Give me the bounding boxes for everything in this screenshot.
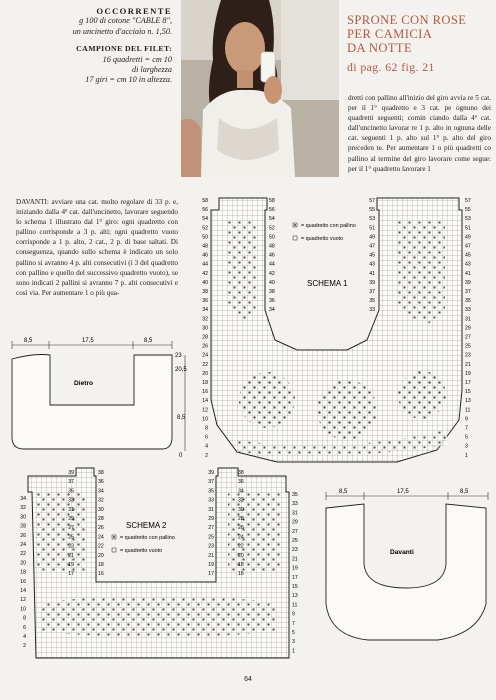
dietro-side-0: 0	[179, 453, 183, 459]
row-number: 27	[208, 525, 214, 532]
schema2-inner-right-b-numbers	[208, 470, 214, 577]
row-number: 13	[465, 398, 471, 405]
materials-line-1: g 100 di cotone "CABLE 8",	[79, 16, 172, 26]
row-number: 28	[20, 523, 26, 530]
row-number: 4	[23, 634, 26, 640]
dietro-diagram	[4, 335, 196, 460]
row-number: 36	[238, 479, 244, 486]
row-number: 12	[202, 407, 208, 414]
row-number: 32	[98, 497, 104, 504]
row-number: 24	[20, 542, 26, 548]
row-number: 30	[20, 514, 26, 521]
row-number: 49	[369, 234, 375, 241]
row-number: 33	[68, 497, 74, 504]
row-number: 21	[292, 556, 298, 563]
row-number: 34	[20, 496, 26, 502]
row-number: 46	[269, 252, 275, 259]
row-number: 18	[98, 562, 104, 568]
row-number: 45	[465, 252, 471, 259]
davanti-dim-right: 8,5	[460, 489, 469, 495]
row-number: 43	[369, 261, 375, 268]
row-number: 57	[369, 198, 375, 204]
row-number: 6	[23, 624, 26, 631]
schema1-inner-right-numbers	[369, 198, 375, 313]
row-number: 7	[292, 620, 295, 627]
instructions-right: dretti con pallino all'inizio del giro avvia re 5 cat. per il 1° quadretto e 3 cat. pe ognuno dei quadretti seguenti; comin ciando dalla 4ª cat. dall'uncinetto lavorar re 1 p. alto in ognuna delle cat. seguenti 1 p. alto sul 1° p. alto del giro preceden te. Per aumentare 1 o più quadretti co pallino al termine del giro lavorare come segue: per il 1° quadretto lavorare 1	[348, 94, 491, 173]
row-number: 44	[269, 261, 275, 268]
row-number: 23	[465, 352, 471, 359]
title-line-1: SPRONE CON ROSE	[347, 13, 467, 27]
row-number: 31	[208, 506, 214, 513]
row-number: 23	[292, 547, 298, 554]
row-number: 36	[269, 298, 275, 305]
row-number: 24	[238, 534, 244, 541]
row-number: 26	[238, 525, 244, 532]
instructions-left: DAVANTI: avviare una cat. molto regolare di 33 p. e, iniziando dalla 4ª cat. dall'uncinetto, lavorare seguendo lo schema 1 illustrato dal 1° giro: ogni quadretto con pallino corrisponde a 3 p. alti; ogni quadretto vuoto corrisponde a 1 p. alto, 2 cat., 2 p. di base saltati. Di conseguenza, quando sullo schema è indicato un solo pallino si avranno 4 p. alti consecutivi (i 3 del quadretto con pallino e quello del successivo quadretto vuoto), se sono indicati 2 pallini si avranno 7 p. alti consecutivi e così via. Per aumentare 1 o più qua-	[16, 198, 178, 297]
row-number: 6	[205, 434, 208, 441]
row-number: 22	[20, 551, 26, 558]
row-number: 19	[465, 370, 471, 377]
row-number: 56	[202, 207, 208, 214]
row-number: 25	[208, 534, 214, 541]
dietro-dim-right: 8,5	[144, 338, 153, 344]
row-number: 33	[369, 307, 375, 314]
row-number: 39	[208, 470, 214, 476]
materials-line-2: un uncinetto d'acciaio n. 1,50.	[72, 26, 172, 36]
row-number: 43	[465, 261, 471, 268]
row-number: 29	[68, 516, 74, 522]
row-number: 42	[269, 270, 275, 277]
row-number: 38	[98, 470, 104, 476]
row-number: 21	[68, 552, 74, 559]
sample-line-3: 17 giri = cm 10 in altezza.	[85, 75, 172, 85]
row-number: 44	[202, 261, 208, 268]
row-number: 16	[202, 389, 208, 396]
row-number: 10	[20, 606, 26, 613]
row-number: 46	[202, 252, 208, 259]
row-number: 37	[208, 479, 214, 486]
row-number: 5	[292, 630, 295, 636]
row-number: 2	[23, 643, 26, 650]
row-number: 32	[202, 316, 208, 323]
row-number: 17	[68, 571, 74, 578]
schema2-inner-left-numbers	[98, 470, 104, 577]
row-number: 36	[98, 479, 104, 486]
row-number: 19	[68, 562, 74, 568]
row-number: 9	[292, 611, 295, 618]
row-number: 50	[202, 234, 208, 241]
schema2-legend-filled: = quadretto con pallino	[120, 535, 175, 541]
row-number: 30	[98, 506, 104, 513]
row-number: 29	[292, 519, 298, 526]
row-number: 16	[98, 571, 104, 578]
dietro-dim-mid: 17,5	[82, 338, 94, 344]
dietro-side-85: 8,5	[177, 415, 186, 421]
row-number: 35	[292, 492, 298, 498]
row-number: 50	[269, 234, 275, 241]
row-number: 17	[292, 574, 298, 581]
row-number: 19	[292, 565, 298, 572]
row-number: 34	[98, 488, 104, 495]
row-number: 14	[20, 588, 26, 594]
row-number: 37	[465, 289, 471, 295]
row-number: 33	[208, 497, 214, 504]
row-number: 25	[68, 534, 74, 541]
row-number: 52	[202, 225, 208, 232]
row-number: 33	[465, 307, 471, 314]
davanti-dim-mid: 17,5	[397, 489, 409, 495]
dietro-side-205: 20,5	[175, 367, 187, 373]
row-number: 34	[202, 307, 208, 314]
row-number: 20	[20, 560, 26, 567]
row-number: 35	[68, 488, 74, 495]
row-number: 58	[202, 198, 208, 204]
row-number: 11	[292, 602, 298, 609]
row-number: 25	[465, 343, 471, 350]
row-number: 12	[20, 597, 26, 604]
row-number: 45	[369, 252, 375, 259]
row-number: 26	[202, 343, 208, 350]
davanti-diagram	[318, 484, 494, 649]
row-number: 15	[292, 584, 298, 590]
materials-box	[8, 6, 172, 86]
schema2-left-row-numbers	[20, 496, 26, 649]
row-number: 27	[465, 334, 471, 341]
sample-line-1: 16 quadretti = cm 10	[102, 54, 172, 64]
schema-2	[6, 462, 312, 672]
row-number: 54	[202, 216, 208, 223]
row-number: 35	[465, 298, 471, 305]
row-number: 38	[269, 289, 275, 295]
row-number: 21	[208, 552, 214, 559]
row-number: 25	[292, 538, 298, 544]
row-number: 37	[68, 479, 74, 486]
row-number: 20	[98, 552, 104, 559]
row-number: 28	[202, 334, 208, 341]
row-number: 42	[202, 270, 208, 277]
row-number: 37	[369, 289, 375, 295]
row-number: 16	[20, 578, 26, 585]
row-number: 48	[202, 243, 208, 250]
schema2-legend-empty: = quadretto vuoto	[120, 548, 163, 554]
title-reference: di pag. 62 fig. 21	[347, 59, 435, 74]
row-number: 5	[465, 434, 468, 441]
sample-heading: CAMPIONE DEL FILET:	[76, 44, 172, 54]
davanti-dim-left: 8,5	[339, 489, 348, 495]
row-number: 8	[205, 425, 208, 432]
row-number: 22	[202, 361, 208, 368]
schema1-left-row-numbers	[202, 198, 208, 459]
row-number: 15	[465, 389, 471, 396]
row-number: 18	[202, 380, 208, 386]
row-number: 51	[465, 225, 471, 232]
row-number: 38	[238, 470, 244, 476]
row-number: 1	[292, 648, 295, 655]
row-number: 18	[238, 562, 244, 568]
davanti-label: Davanti	[390, 549, 414, 556]
dietro-dim-left: 8,5	[24, 338, 33, 344]
row-number: 41	[369, 270, 375, 277]
row-number: 48	[269, 243, 275, 250]
row-number: 11	[465, 407, 471, 414]
schema1-legend-filled: = quadretto con pallino	[301, 223, 356, 229]
row-number: 29	[465, 325, 471, 332]
row-number: 17	[208, 571, 214, 578]
dietro-label: Dietro	[74, 380, 94, 387]
row-number: 38	[202, 289, 208, 295]
row-number: 16	[238, 571, 244, 578]
row-number: 28	[98, 516, 104, 522]
title-line-3: DA NOTTE	[347, 41, 413, 56]
row-number: 40	[269, 279, 275, 286]
schema-1	[197, 190, 493, 468]
row-number: 10	[202, 416, 208, 423]
row-number: 39	[68, 470, 74, 476]
schema1-title: SCHEMA 1	[307, 279, 348, 288]
row-number: 32	[20, 505, 26, 512]
row-number: 30	[202, 325, 208, 332]
row-number: 18	[20, 569, 26, 576]
row-number: 55	[369, 207, 375, 214]
row-number: 30	[238, 506, 244, 513]
row-number: 39	[369, 279, 375, 286]
row-number: 2	[205, 452, 208, 459]
row-number: 35	[208, 488, 214, 495]
row-number: 41	[465, 270, 471, 277]
row-number: 35	[369, 298, 375, 305]
row-number: 31	[465, 316, 471, 323]
row-number: 56	[269, 207, 275, 214]
row-number: 28	[238, 516, 244, 522]
row-number: 20	[238, 552, 244, 559]
row-number: 36	[202, 298, 208, 305]
row-number: 34	[238, 488, 244, 495]
row-number: 26	[98, 525, 104, 532]
sample-line-2: di larghezza	[132, 65, 172, 75]
row-number: 29	[208, 516, 214, 522]
model-photo	[181, 0, 339, 177]
row-number: 26	[20, 532, 26, 539]
row-number: 19	[208, 562, 214, 568]
row-number: 23	[208, 543, 214, 550]
row-number: 8	[23, 615, 26, 622]
row-number: 33	[292, 501, 298, 508]
row-number: 21	[465, 361, 471, 368]
row-number: 53	[465, 216, 471, 223]
row-number: 23	[68, 543, 74, 550]
row-number: 51	[369, 225, 375, 232]
row-number: 49	[465, 234, 471, 241]
row-number: 24	[98, 534, 104, 541]
article-title	[347, 13, 492, 74]
row-number: 39	[465, 279, 471, 286]
materials-heading: OCCORRENTE	[96, 6, 172, 16]
row-number: 58	[269, 198, 275, 204]
row-number: 47	[465, 243, 471, 250]
schema1-inner-left-numbers	[269, 198, 275, 313]
row-number: 32	[238, 497, 244, 504]
row-number: 7	[465, 425, 468, 432]
row-number: 9	[465, 416, 468, 423]
row-number: 1	[465, 452, 468, 459]
row-number: 27	[68, 525, 74, 532]
schema2-right-row-numbers	[292, 492, 298, 654]
row-number: 31	[68, 506, 74, 513]
row-number: 4	[205, 443, 208, 450]
row-number: 3	[292, 639, 295, 646]
row-number: 24	[202, 352, 208, 359]
row-number: 31	[292, 510, 298, 517]
row-number: 22	[98, 543, 104, 550]
row-number: 3	[465, 443, 468, 450]
dietro-side-23: 23	[175, 353, 182, 359]
row-number: 40	[202, 279, 208, 286]
row-number: 20	[202, 370, 208, 377]
row-number: 14	[202, 398, 208, 405]
row-number: 53	[369, 216, 375, 223]
schema2-title: SCHEMA 2	[126, 521, 167, 530]
row-number: 52	[269, 225, 275, 232]
schema1-legend-empty: = quadretto vuoto	[301, 236, 344, 242]
title-line-2: PER CAMICIA	[347, 27, 433, 42]
row-number: 54	[269, 216, 275, 223]
row-number: 55	[465, 207, 471, 214]
page-number: 64	[244, 676, 252, 683]
row-number: 13	[292, 593, 298, 600]
row-number: 17	[465, 380, 471, 386]
row-number: 47	[369, 243, 375, 250]
row-number: 27	[292, 528, 298, 535]
row-number: 34	[269, 307, 275, 314]
row-number: 57	[465, 198, 471, 204]
row-number: 22	[238, 543, 244, 550]
schema1-right-row-numbers	[465, 198, 471, 459]
